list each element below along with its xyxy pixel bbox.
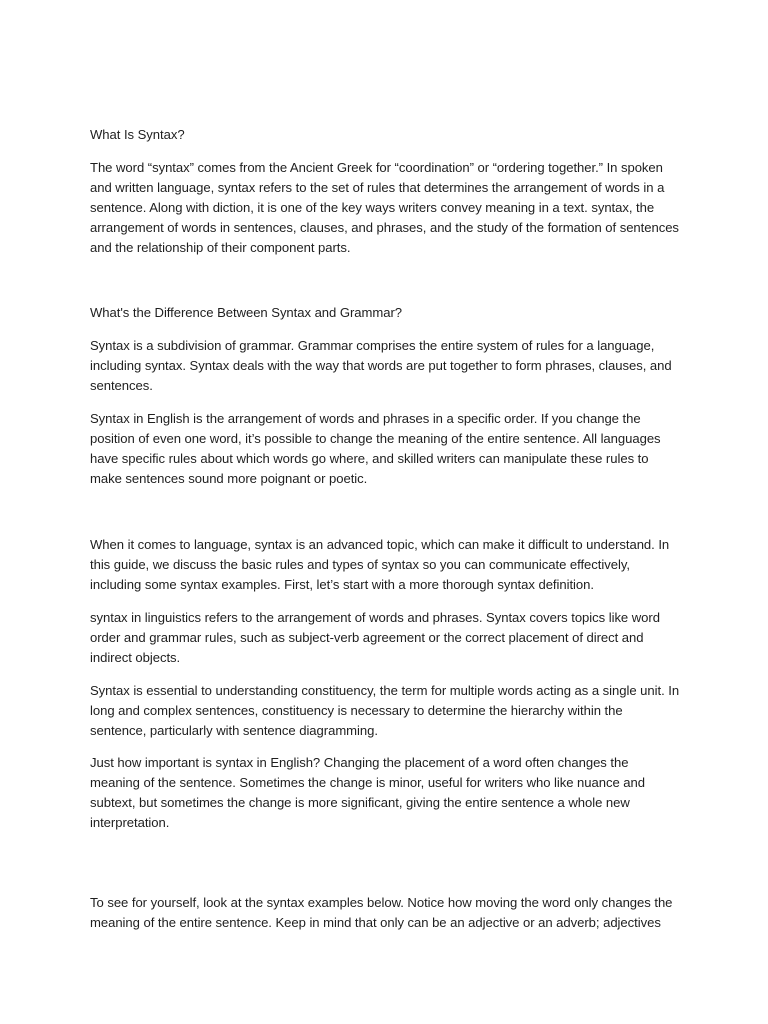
paragraph-syntax-in-english: Syntax in English is the arrangement of words and phrases in a specific order. If you change the position of even one word, it’s possible to change the meaning of the entire sentence. All languages have specific rules about which words go where, and skilled writers can manipulate these rules to make sentences sound more poignant or poetic. [90, 411, 661, 486]
heading-what-is-syntax: What Is Syntax? [90, 127, 185, 142]
paragraph-syntax-importance: Just how important is syntax in English? Changing the placement of a word often changes the meaning of the sentence. Sometimes the change is minor, useful for writers who like nuance and subtext, but sometimes the change is more significant, giving the entire sentence a whole new interpretation. [90, 755, 646, 830]
paragraph-syntax-examples: To see for yourself, look at the syntax examples below. Notice how moving the word only changes the meaning of the entire sentence. Keep in mind that only can be an adjective or an adverb; adjectives [90, 895, 673, 930]
paragraph-advanced-topic: When it comes to language, syntax is an advanced topic, which can make it difficult to understand. In this guide, we discuss the basic rules and types of syntax so you can communicate effectively, including some syntax examples. First, let’s start with a more thorough syntax definition. [90, 537, 670, 592]
paragraph-syntax-subdivision: Syntax is a subdivision of grammar. Grammar comprises the entire system of rules for a language, including syntax. Syntax deals with the way that words are put together to form phrases, clauses, and sentences. [90, 338, 672, 393]
paragraph-syntax-linguistics: syntax in linguistics refers to the arrangement of words and phrases. Syntax covers topics like word order and grammar rules, such as subject-verb agreement or the correct placement of direct and indirect objects. [90, 610, 660, 665]
paragraph-constituency: Syntax is essential to understanding constituency, the term for multiple words acting as a single unit. In long and complex sentences, constituency is necessary to determine the hierarchy within the sentence, particularly with sentence diagramming. [90, 683, 680, 738]
heading-syntax-vs-grammar: What's the Difference Between Syntax and Grammar? [90, 305, 403, 320]
paragraph-syntax-definition: The word “syntax” comes from the Ancient Greek for “coordination” or “ordering together.” In spoken and written language, syntax refers to the set of rules that determines the arrangement of words in a sentence. Along with diction, it is one of the key ways writers convey meaning in a text. syntax, the arrangement of words in sentences, clauses, and phrases, and the study of the formation of sentences and the relationship of their component parts. [90, 160, 679, 255]
